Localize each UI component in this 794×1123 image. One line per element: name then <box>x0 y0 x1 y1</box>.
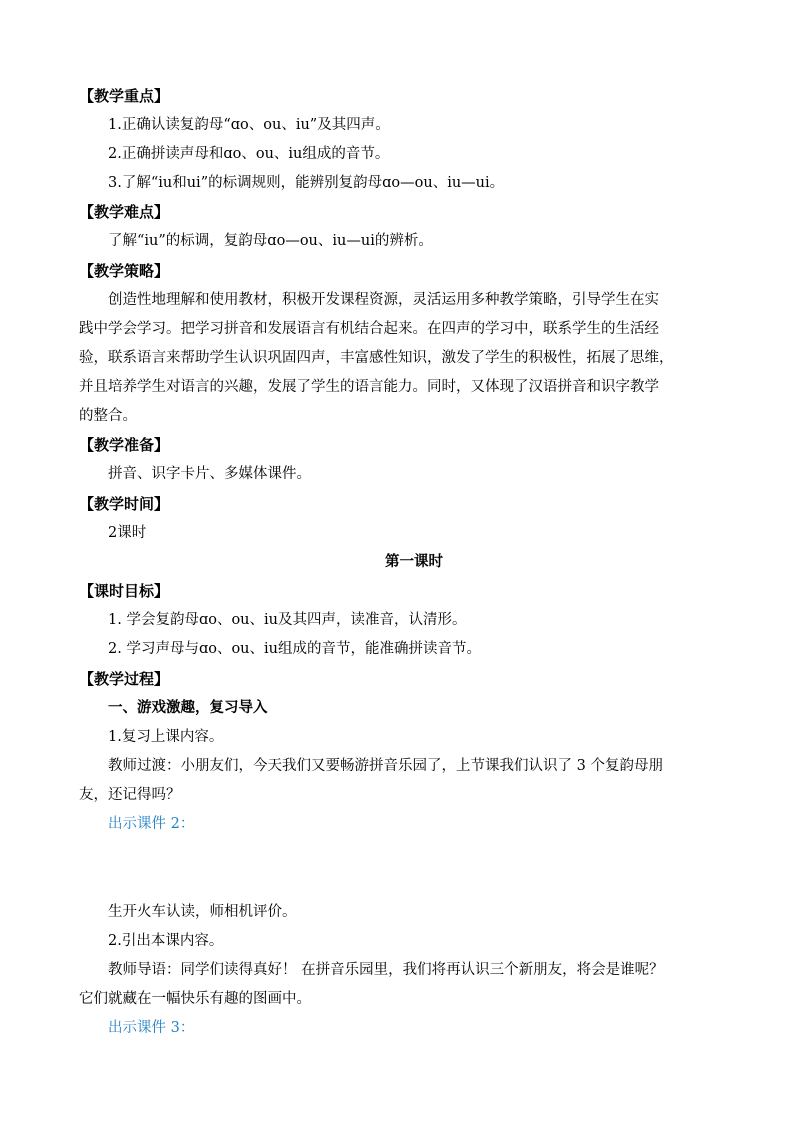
heading-process: 【教学过程】 <box>79 670 170 688</box>
teacher-intro-line-2: 它们就藏在一幅快乐有趣的图画中。 <box>79 991 311 1007</box>
strategy-line-5: 的整合。 <box>79 408 137 424</box>
teacher-intro-line-1: 教师导语：同学们读得真好！ 在拼音乐园里，我们将再认识三个新朋友，将会是谁呢？ <box>108 962 664 978</box>
heading-preparation: 【教学准备】 <box>79 436 170 454</box>
difficulty-text: 了解“iu”的标调，复韵母ɑo—ou、iu—ui的辨析。 <box>108 233 433 249</box>
strategy-line-2: 践中学会学习。把学习拼音和发展语言有机结合起来。在四声的学习中，联系学生的生活经 <box>79 321 659 337</box>
heading-difficulties: 【教学难点】 <box>79 203 170 221</box>
lesson-title: 第一课时 <box>385 554 443 570</box>
heading-strategy: 【教学策略】 <box>79 262 170 280</box>
key-point-2: 2.正确拼读声母和ɑo、ou、iu组成的音节。 <box>108 146 390 162</box>
strategy-line-1: 创造性地理解和使用教材，积极开发课程资源，灵活运用多种教学策略，引导学生在实 <box>108 292 659 308</box>
time-text: 2课时 <box>108 525 147 541</box>
lesson-goal-2: 2. 学习声母与ɑo、ou、iu组成的音节，能准确拼读音节。 <box>108 641 481 657</box>
teacher-transition-line-1: 教师过渡：小朋友们，今天我们又要畅游拼音乐园了，上节课我们认识了 3 个复韵母朋 <box>108 758 663 774</box>
strategy-line-3: 验，联系语言来帮助学生认识巩固四声，丰富感性知识，激发了学生的积极性，拓展了思维， <box>79 350 674 366</box>
preparation-text: 拼音、识字卡片、多媒体课件。 <box>108 466 311 482</box>
process-paragraph-introduce: 2.引出本课内容。 <box>108 933 224 949</box>
show-courseware-3: 出示课件 3： <box>108 1020 195 1036</box>
heading-time: 【教学时间】 <box>79 495 170 513</box>
teacher-transition-line-2: 友，还记得吗？ <box>79 787 181 803</box>
show-courseware-2: 出示课件 2： <box>108 816 195 832</box>
strategy-line-4: 并且培养学生对语言的兴趣，发展了学生的语言能力。同时，又体现了汉语拼音和识字教学 <box>79 379 659 395</box>
lesson-goal-1: 1. 学会复韵母ɑo、ou、iu及其四声，读准音，认清形。 <box>108 612 467 628</box>
heading-key-points: 【教学重点】 <box>79 87 170 105</box>
key-point-1: 1.正确认读复韵母“ɑo、ou、iu”及其四声。 <box>108 117 390 133</box>
heading-lesson-goals: 【课时目标】 <box>79 582 170 600</box>
process-step-1-title: 一、游戏激趣，复习导入 <box>108 700 268 716</box>
students-train-reading: 生开火车认读，师相机评价。 <box>108 904 297 920</box>
key-point-3: 3.了解“iu和ui”的标调规则，能辨别复韵母ɑo—ou、iu—ui。 <box>108 175 505 191</box>
process-paragraph-review: 1.复习上课内容。 <box>108 729 224 745</box>
